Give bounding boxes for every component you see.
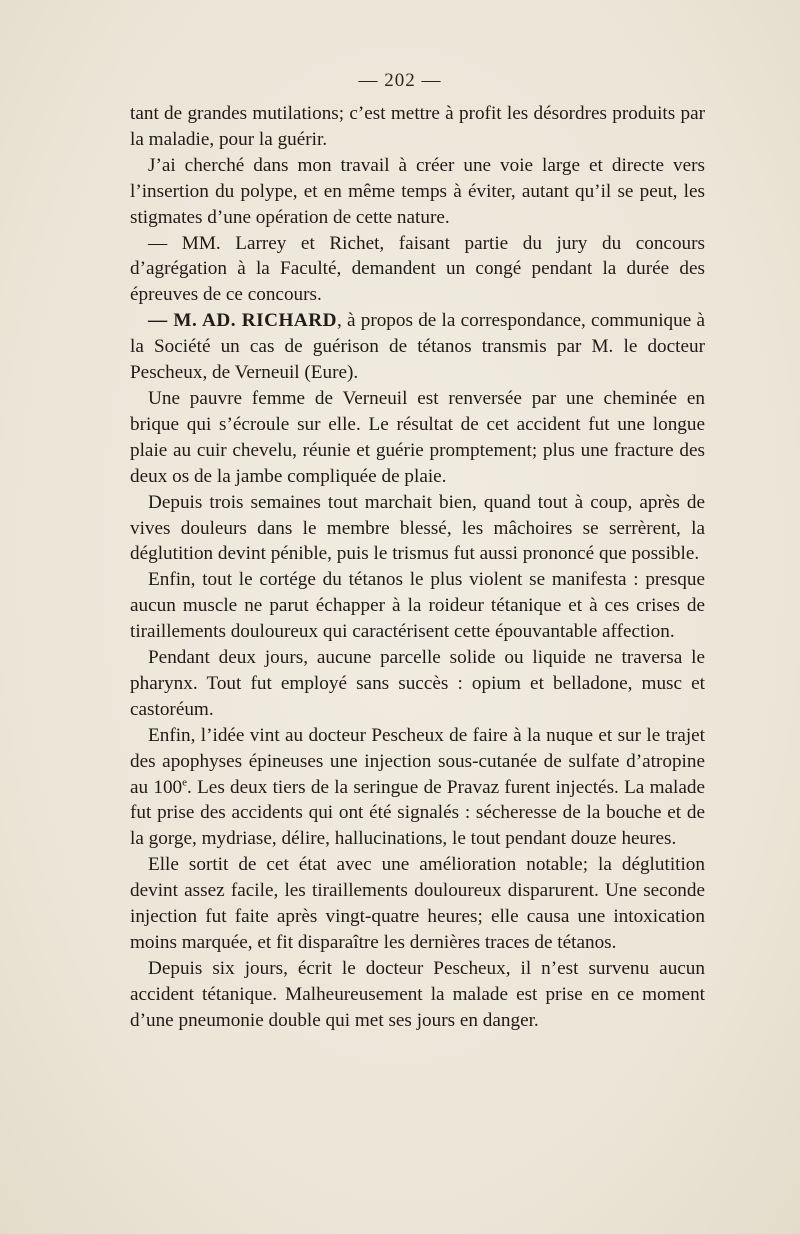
paragraph: Depuis six jours, écrit le docteur Pescheux, il n’est survenu aucun accident tétanique. Malheureusement la malade est prise en ce moment d’une pneumonie double qui met ses jours en danger. <box>130 957 705 1031</box>
superscript: e <box>182 776 188 789</box>
paragraph: — MM. Larrey et Richet, faisant partie du jury du concours d’agrégation à la Faculté, demandent un congé pendant la durée des épreuves de ce concours. <box>130 232 705 306</box>
paragraph <box>130 308 705 386</box>
paragraph: Elle sortit de cet état avec une amélioration notable; la déglutition devint assez facile, les tiraillements douloureux disparurent. Une seconde injection fut faite après vingt-quatre heures; elle causa une intoxication moins marquée, et fit disparaître les dernières traces de tétanos. <box>130 854 705 953</box>
page-number: — 202 — <box>358 70 442 91</box>
paragraph <box>130 723 705 853</box>
paragraph: tant de grandes mutilations; c’est mettre à profit les désordres produits par la maladie, pour la guérir. <box>130 103 705 150</box>
paragraph: Depuis trois semaines tout marchait bien, quand tout à coup, après de vives douleurs dans le membre blessé, les mâchoires se serrèrent, la déglutition devint pénible, puis le trismus fut aussi prononcé que possible. <box>130 491 705 565</box>
speaker-name: — M. AD. RICHARD <box>148 310 337 332</box>
paragraph: Enfin, tout le cortége du tétanos le plus violent se manifesta : presque aucun muscle ne parut échapper à la roideur tétanique et à ces crises de tiraillements douloureux qui caractérisent cette épouvantable affection. <box>130 569 705 643</box>
paragraph-text: , à propos de la correspondance, communique à la Société un cas de guérison de tétanos transmis par M. le docteur Pescheux, de Verneuil (Eure). <box>130 310 705 384</box>
paragraph-text: . Les deux tiers de la seringue de Pravaz furent injectés. La malade fut prise des accidents qui ont été signalés : sécheresse de la bouche et de la gorge, mydriase, délire, hallucinations, le tout pendant douze heures. <box>130 776 705 850</box>
body-text <box>130 101 705 1034</box>
paragraph-text: Enfin, l’idée vint au docteur Pescheux de faire à la nuque et sur le trajet des apophyses épineuses une injection sous-cutanée de sulfate d’atropine au 100 <box>130 724 705 798</box>
paragraph: J’ai cherché dans mon travail à créer une voie large et directe vers l’insertion du polype, et en même temps à éviter, autant qu’il se peut, les stigmates d’une opération de cette nature. <box>130 154 705 228</box>
paragraph: Une pauvre femme de Verneuil est renversée par une cheminée en brique qui s’écroule sur elle. Le résultat de cet accident fut une longue plaie au cuir chevelu, réunie et guérie promptement; plus une fracture des deux os de la jambe compliquée de plaie. <box>130 387 705 487</box>
paragraph: Pendant deux jours, aucune parcelle solide ou liquide ne traversa le pharynx. Tout fut employé sans succès : opium et belladone, musc et castoréum. <box>130 647 705 720</box>
